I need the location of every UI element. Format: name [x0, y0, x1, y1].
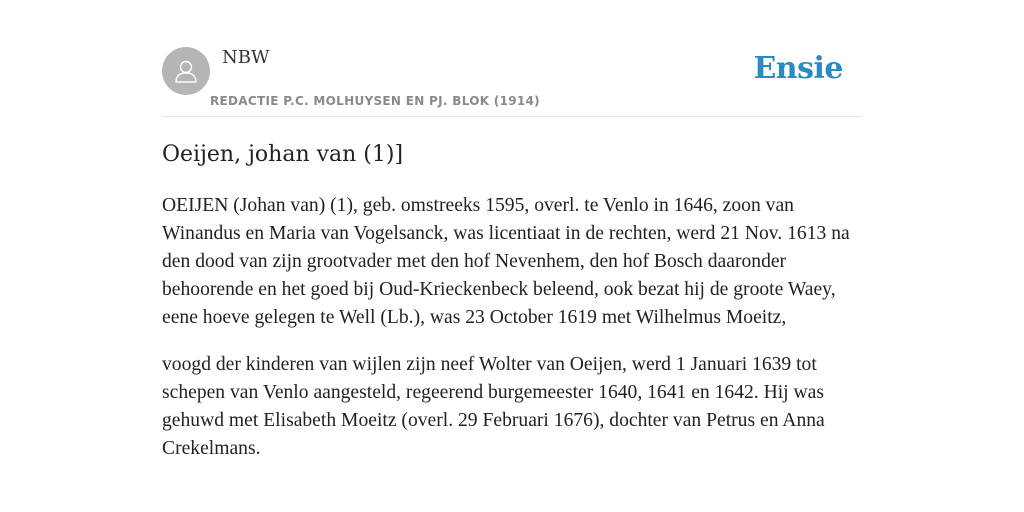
- user-silhouette-icon: [171, 56, 201, 86]
- article-header: [162, 0, 862, 117]
- article-paragraph: OEIJEN (Johan van) (1), geb. omstreeks 1595, overl. te Venlo in 1646, zoon van Winandus en Maria van Vogelsanck, was licentiaat in de rechten, werd 21 Nov. 1613 na den dood van zijn grootvader met den hof Nevenhem, den hof Bosch daaronder behoorende en het goed bij Oud-Krieckenbeck beleend, ook bezat hij de groote Waey, eene hoeve gelegen te Well (Lb.), was 23 October 1619 met Wilhelmus Moeitz,: [162, 195, 850, 328]
- author-avatar: [162, 47, 210, 95]
- article-body: [162, 192, 862, 482]
- article-paragraph: voogd der kinderen van wijlen zijn neef Wolter van Oeijen, werd 1 Januari 1639 tot schepen van Venlo aangesteld, regeerend burgemeester 1640, 1641 en 1642. Hij was gehuwd met Elisabeth Moeitz (overl. 29 Februari 1676), dochter van Petrus en Anna Crekelmans.: [162, 354, 825, 459]
- author-name[interactable]: NBW: [222, 47, 270, 68]
- source-attribution: REDACTIE P.C. MOLHUYSEN EN PJ. BLOK (1914): [210, 94, 540, 108]
- ensie-logo[interactable]: Ensie: [753, 51, 843, 86]
- article-title: Oeijen, johan van (1)]: [162, 142, 404, 167]
